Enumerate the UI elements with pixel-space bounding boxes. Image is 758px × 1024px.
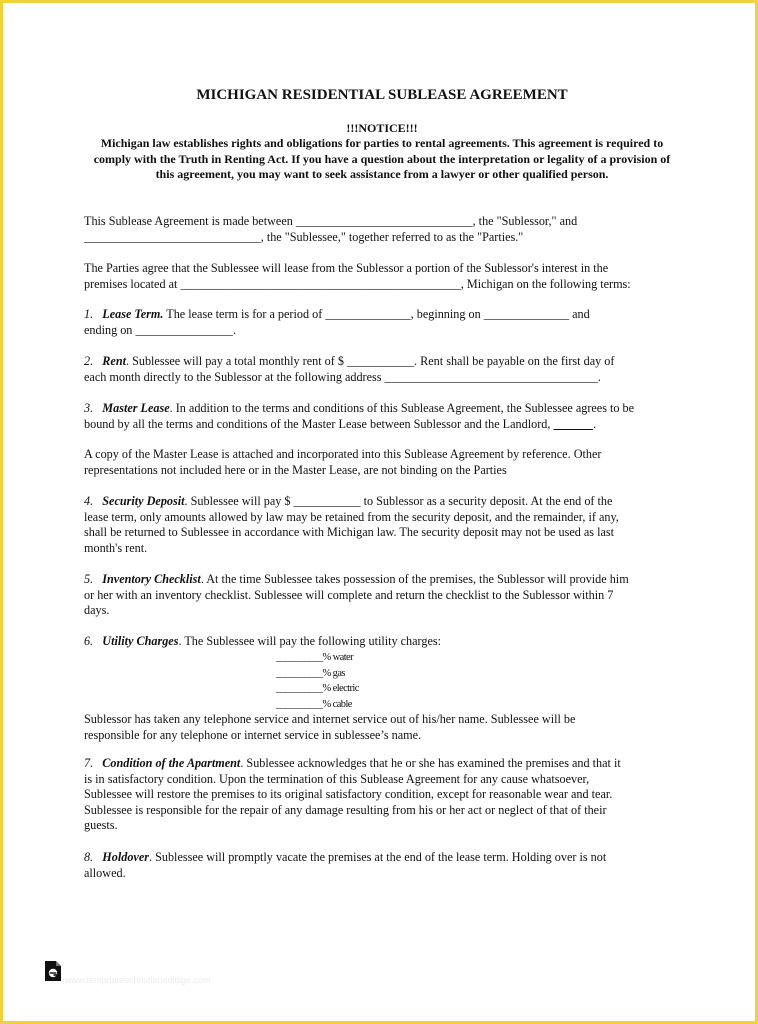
section-lease-term (84, 307, 684, 338)
section-number: 7. (84, 756, 94, 770)
section-text: . Sublessee will pay $ ___________ to Sublessor as a security deposit. At the end of the (184, 494, 613, 508)
utility-electric[interactable]: __________% electric (276, 683, 359, 695)
section-number: 8. (84, 850, 94, 864)
section-text: ending on ________________. (84, 322, 236, 337)
section-text: Sublessor has taken any telephone service and internet service out of his/her name. Sublessee will be (84, 712, 576, 726)
section-text: or her with an inventory checklist. Sublessee will complete and return the checklist to the Sublessor within 7 (84, 587, 614, 602)
section-text: each month directly to the Sublessor at the following address ___________________________________. (84, 369, 601, 384)
intro-line-2: _____________________________, the "Sublessee," together referred to as the "Parties." (84, 229, 524, 244)
section-master-lease (84, 401, 684, 432)
section-text: . At the time Sublessee takes possession of the premises, the Sublessor will provide him (200, 572, 629, 586)
section-number: 3. (84, 401, 94, 415)
section-heading: Rent (102, 354, 126, 368)
premises-line-1: The Parties agree that the Sublessee will lease from the Sublessor a portion of the Sublessor's interest in the (84, 261, 609, 275)
section-text: lease term, only amounts allowed by law may be retained from the security deposit, and the remainder, if any, (84, 509, 619, 524)
section-text: is in satisfactory condition. Upon the termination of this Sublease Agreement for any cause whatsoever, (84, 771, 590, 786)
section-holdover (84, 850, 684, 881)
notice-heading: !!!NOTICE!!! (346, 121, 418, 135)
section-text: shall be returned to Sublessee in accordance with Michigan law. The security deposit may not be used as last (84, 525, 615, 540)
section-heading: Utility Charges (102, 634, 179, 648)
section-inventory-checklist (84, 572, 684, 619)
section-text: bound by all the terms and conditions of the Master Lease between Sublessor and the Landlord, (84, 416, 554, 431)
section-text: allowed. (84, 865, 126, 880)
section-text: . (593, 416, 597, 431)
section-text: . In addition to the terms and conditions of this Sublease Agreement, the Sublessee agrees to be (169, 401, 635, 415)
section-text: The lease term is for a period of ______________, beginning on ______________ and (163, 307, 590, 321)
section-heading: Inventory Checklist (102, 572, 201, 586)
section-number: 2. (84, 354, 94, 368)
section-number: 4. (84, 494, 94, 508)
section-number: 5. (84, 572, 94, 586)
section-heading: Lease Term. (102, 307, 164, 321)
premises-line-2: premises located at ______________________________________________, Michigan on the following terms: (84, 276, 631, 291)
section-heading: Security Deposit (102, 494, 185, 508)
footer-url: www.tempdatedchristianeditlige.com (65, 975, 211, 985)
section-heading: Condition of the Apartment (102, 756, 241, 770)
section-text: . Sublessee will promptly vacate the premises at the end of the lease term. Holding over is not (149, 850, 607, 864)
section-number: 1. (84, 307, 94, 321)
utility-charges-list (276, 650, 359, 712)
notice-body: Michigan law establishes rights and obligations for parties to rental agreements. This agreement is required to comply with the Truth in Renting Act. If you have a question about the interpretation or legality of a provision of this agreement, you may want to seek assistance from a lawyer or other qualified person. (93, 136, 671, 182)
premises-paragraph (84, 261, 684, 292)
section-utility-charges (84, 634, 684, 650)
section-condition (84, 756, 684, 834)
utility-water[interactable]: __________% water (276, 652, 353, 663)
utility-telephone-paragraph (84, 712, 684, 743)
utility-gas[interactable]: __________% gas (276, 667, 345, 679)
landlord-blank[interactable] (553, 417, 593, 431)
section-text: guests. (84, 818, 118, 833)
section-text: . Sublessee will pay a total monthly rent of $ ___________. Rent shall be payable on the first day of (125, 354, 615, 368)
section-heading: Master Lease (102, 401, 170, 415)
section-rent (84, 354, 684, 385)
intro-line-1: This Sublease Agreement is made between _____________________________, the "Sublessor," and (84, 214, 578, 228)
eforms-logo-icon (45, 961, 61, 981)
section-text: . The Sublessee will pay the following utility charges: (178, 634, 442, 648)
section-text: . Sublessee acknowledges that he or she has examined the premises and that it (240, 756, 621, 770)
section-security-deposit (84, 494, 684, 556)
section-text: responsible for any telephone or internet service in sublessee’s name. (84, 727, 422, 742)
utility-cable[interactable]: __________% cable (276, 698, 352, 710)
section-heading: Holdover (102, 850, 149, 864)
document-title: MICHIGAN RESIDENTIAL SUBLEASE AGREEMENT (196, 87, 568, 103)
section-text: representations not included here or in the Master Lease, are not binding on the Parties (84, 462, 507, 477)
section-number: 6. (84, 634, 94, 648)
section-text: Sublessee is responsible for the repair of any damage resulting from his or her act or neglect of that of their (84, 802, 607, 817)
section-text: days. (84, 603, 110, 618)
intro-paragraph (84, 214, 684, 245)
section-text: A copy of the Master Lease is attached and incorporated into this Sublease Agreement by reference. Other (84, 447, 602, 461)
section-text: Sublessee will restore the premises to its original satisfactory condition, except for reasonable wear and tear. (84, 787, 613, 802)
master-lease-copy-paragraph (84, 447, 684, 478)
section-text: month's rent. (84, 540, 148, 555)
